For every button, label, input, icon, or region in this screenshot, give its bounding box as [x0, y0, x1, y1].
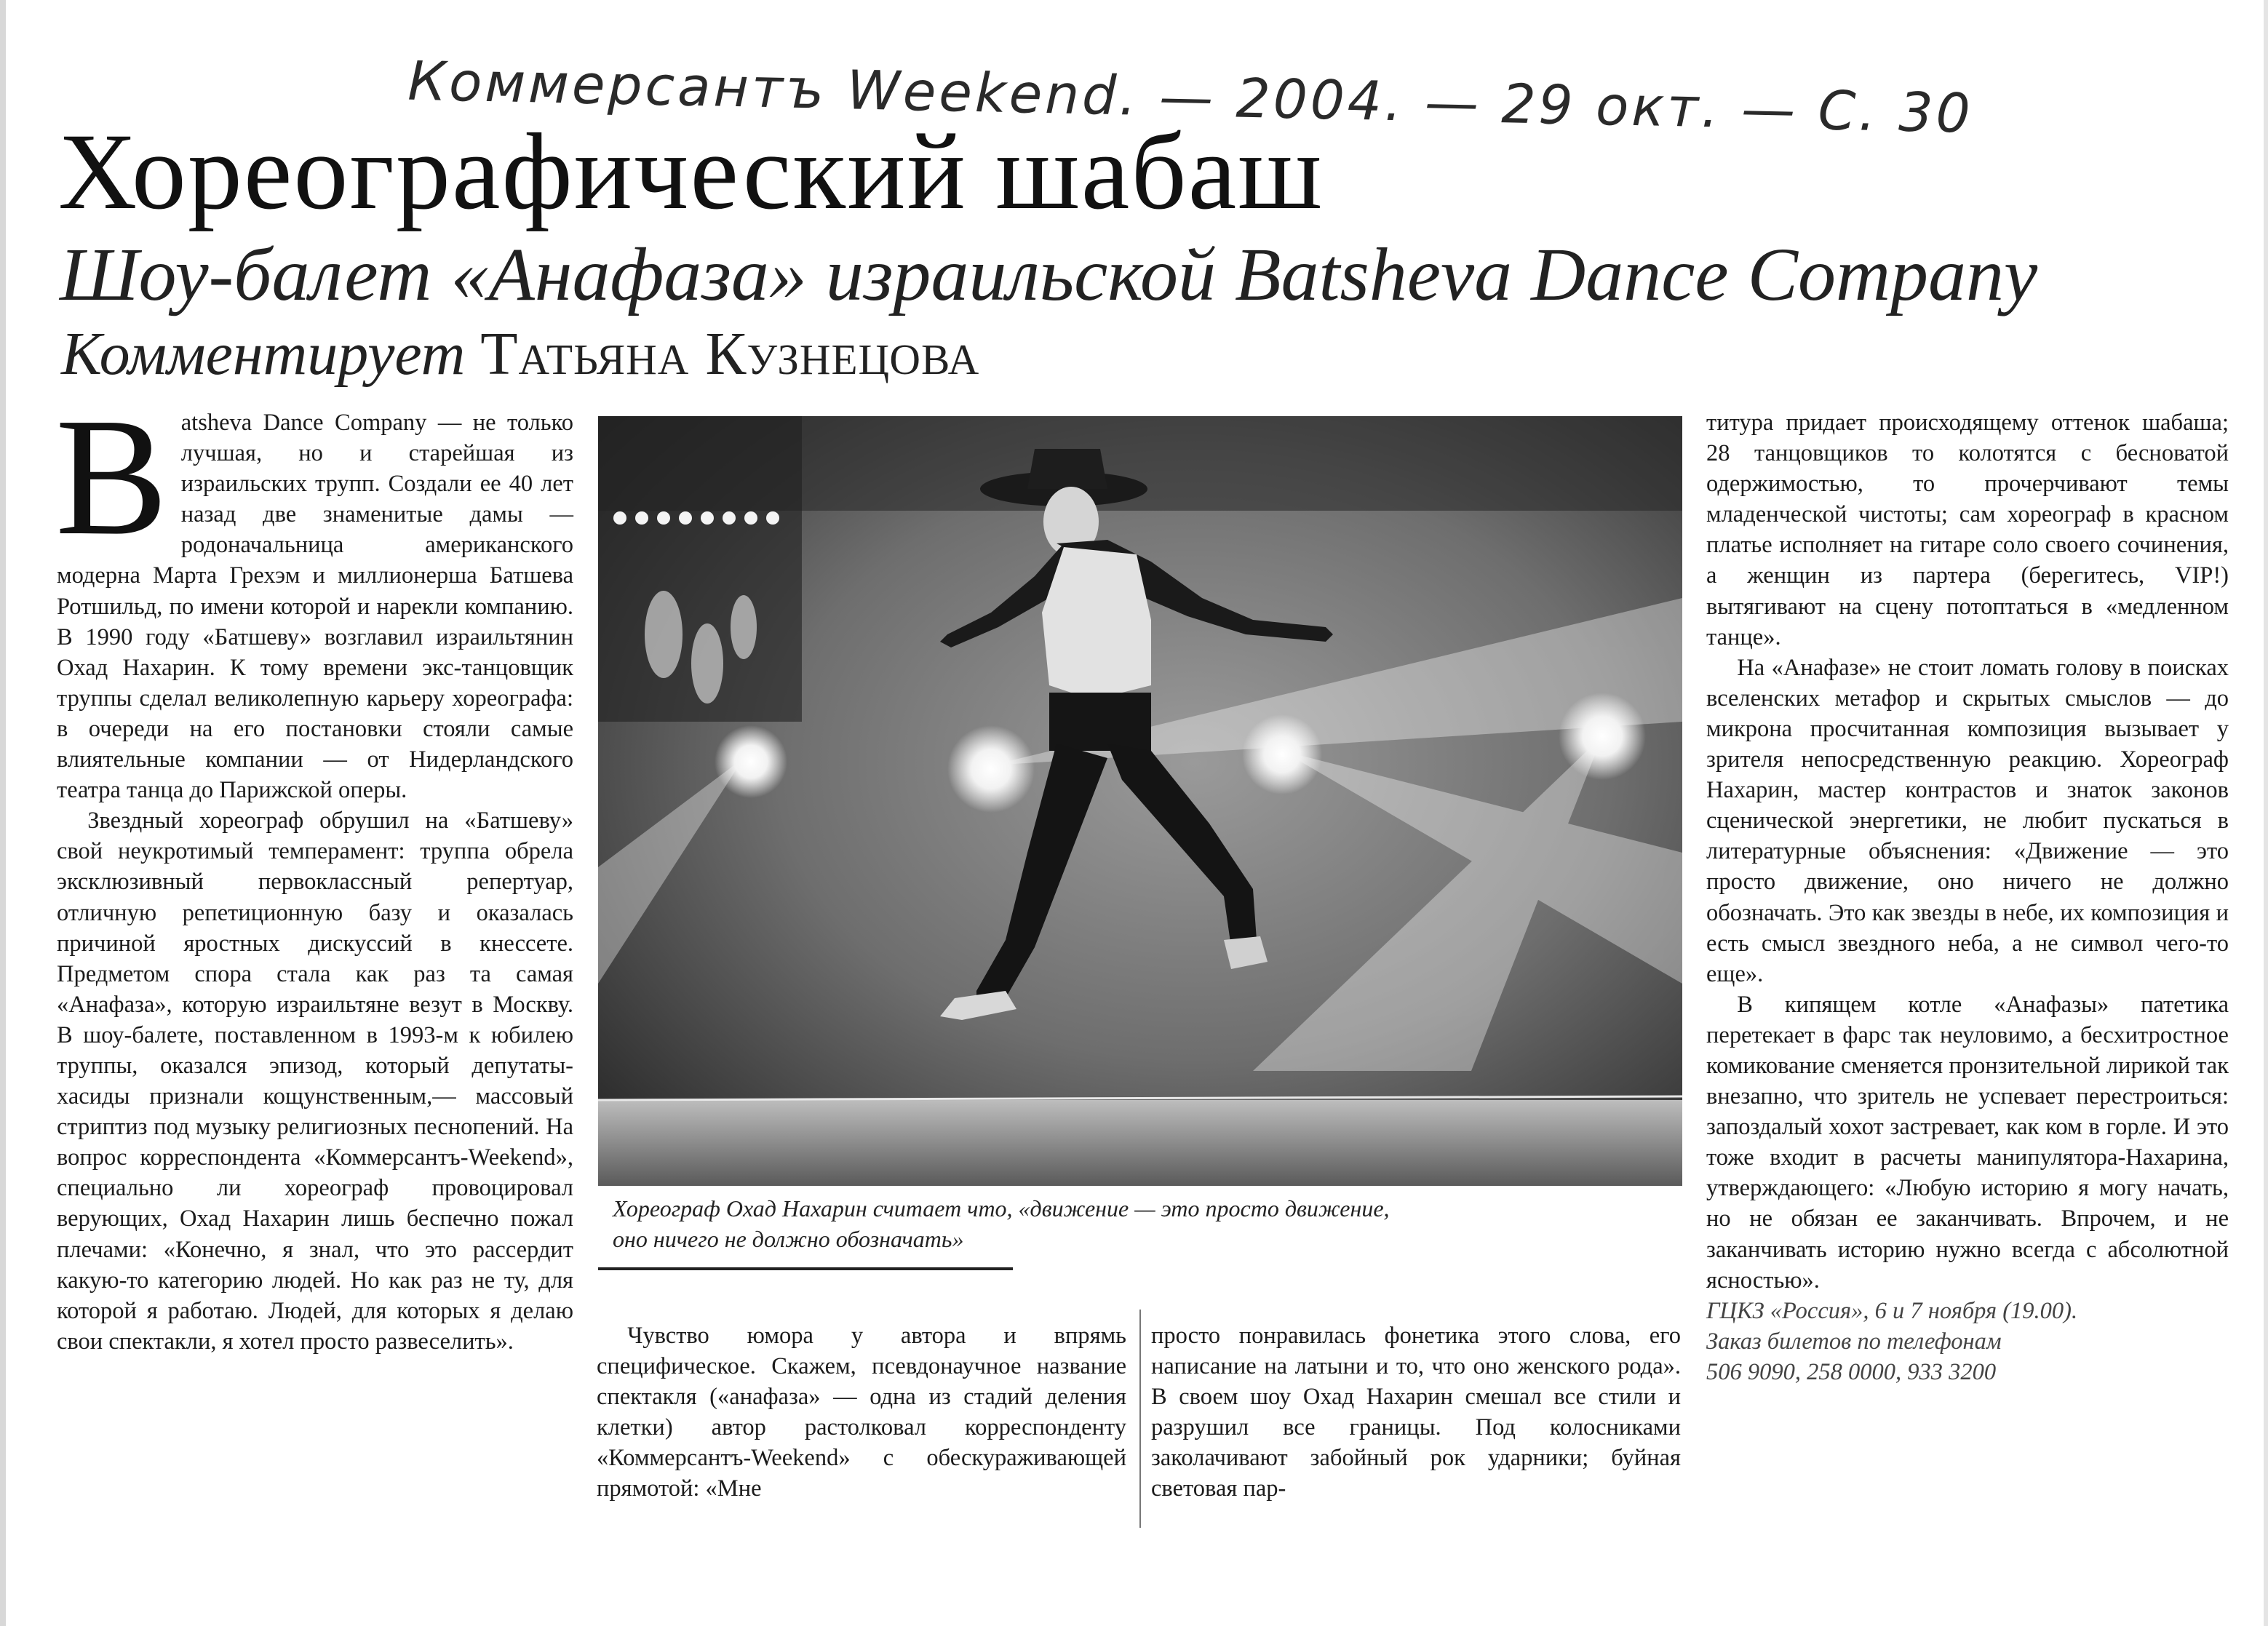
article-paragraph: Звездный хореограф обрушил на «Батшеву» свой неукротимый темперамент: труппа обрела эксклюзивный первоклассный репертуар, отличную репетиционную базу и оказалась причиной яростных дискуссий в кнессете. Предметом спора стала как раз та самая «Анафаза», которую израильтяне везут в Москву. В шоу-балете, поставленном в 1993-м к юбилею труппы, оказался эпизод, который депутаты-хасиды признали кощунственным,— массовый стриптиз под музыку религиозных песнопений. На вопрос корреспондента «Коммерсантъ-Weekend», специально ли хореограф провоцировал верующих, Охад Нахарин лишь беспечно пожал плечами: «Конечно, я знал, что это рассердит какую-то категорию людей. Но как раз не ту, для которой я работаю. Людей, для которых я делаю свои спектакли, я хотел просто развеселить». — [57, 808, 573, 1355]
byline-lead: Комментирует — [61, 320, 466, 388]
ticket-info: Заказ билетов по телефонам — [1706, 1328, 2002, 1355]
article-column-mid-2 — [1151, 1320, 1681, 1505]
column-divider — [1139, 1310, 1141, 1528]
byline — [61, 319, 979, 389]
article-paragraph: титура придает происходящему оттенок шабаша; 28 танцовщиков то колотятся с бесноватой одержимостью, то прочерчивают темы младенческой чистоты; сам хореограф в красном платье исполняет на гитаре соло своего сочинения, а женщин из партера (берегитесь, VIP!) вытягивают на сцену потоптаться в «медленном танце». — [1706, 410, 2229, 650]
byline-author: Татьяна Кузнецова — [480, 320, 980, 388]
headline: Хореографический шабаш — [58, 111, 1324, 232]
scan-edge — [0, 0, 6, 1626]
paragraph-text: atsheva Dance Company — не только лучшая, но и старейшая из израильских трупп. Создали ее 40 лет назад две знаменитые дамы — родоначальница американского модерна Марта Грехэм и миллионерша Батшева Ротшильд, по имени которой и нарекли компанию. В 1990 году «Батшеву» возглавил израильтянин Охад Нахарин. К тому времени экс-танцовщик труппы сделал великолепную карьеру хореографа: в очереди на его постановки стояли самые влиятельные компании — от Нидерландского театра танца до Парижской оперы. — [57, 410, 573, 804]
handwritten-citation: Коммерсантъ Weekend. — 2004. — 29 окт. — С. 30 — [407, 49, 1974, 146]
dancer-photo — [598, 416, 1682, 1186]
article-paragraph: На «Анафазе» не стоит ломать голову в поисках вселенских метафор и скрытых смыслов — до микрона просчитанная композиция вызывает у зрителя непосредственную реакцию. Хореограф Нахарин, мастер контрастов и знаток законов сценической энергетики, не любит пускаться в литературные объяснения: «Движение — это просто движение, оно ничего не должно обозначать. Это как звезды в небе, их композиция и есть смысл звездного неба, а не символ чего-то еще». — [1706, 654, 2229, 987]
venue-info: ГЦКЗ «Россия», 6 и 7 ноября (19.00). — [1706, 1297, 2078, 1324]
caption-rule — [598, 1267, 1013, 1270]
drop-cap: B — [55, 383, 168, 570]
caption-line: Хореограф Охад Нахарин считает что, «движение — это просто движение, — [613, 1195, 1390, 1222]
article-paragraph: просто понравилась фонетика этого слова, его написание на латыни и то, что оно женского рода». В своем шоу Охад Нахарин смешал все стили и разрушил все границы. Под колосниками заколачивают забойный рок ударники; буйная световая пар- — [1151, 1323, 1681, 1502]
ticket-phones: 506 9090, 258 0000, 933 3200 — [1706, 1358, 1997, 1385]
article-paragraph: Чувство юмора у автора и впрямь специфическое. Скажем, псевдонаучное название спектакля («анафаза» — одна из стадий деления клетки) автор растолковал корреспонденту «Коммерсантъ-Weekend» с обескураживающей прямотой: «Мне — [597, 1323, 1126, 1502]
article-paragraph: В кипящем котле «Анафазы» патетика перетекает в фарс так неуловимо, а бесхитростное комикование сменяется пронзительной лирикой так внезапно, что зритель не успевает перестроиться: запоздалый хохот застревает, как ком в горле. И это тоже входит в расчеты манипулятора-Нахарина, утверждающего: «Любую историю я могу начать, но не обязан ее заканчивать. Впрочем, и не заканчивать историю нужно всегда с абсолютной ясностью». — [1706, 991, 2229, 1294]
scan-edge — [2264, 0, 2268, 1626]
article-column-left — [55, 383, 573, 1357]
subtitle: Шоу-балет «Анафаза» израильской Batsheva Dance Company — [60, 233, 2038, 316]
caption-line: оно ничего не должно обозначать» — [613, 1226, 964, 1252]
photo-caption — [613, 1193, 1675, 1254]
article-paragraph — [55, 383, 573, 805]
article-column-mid-1 — [597, 1320, 1126, 1505]
article-column-right — [1706, 407, 2229, 1387]
